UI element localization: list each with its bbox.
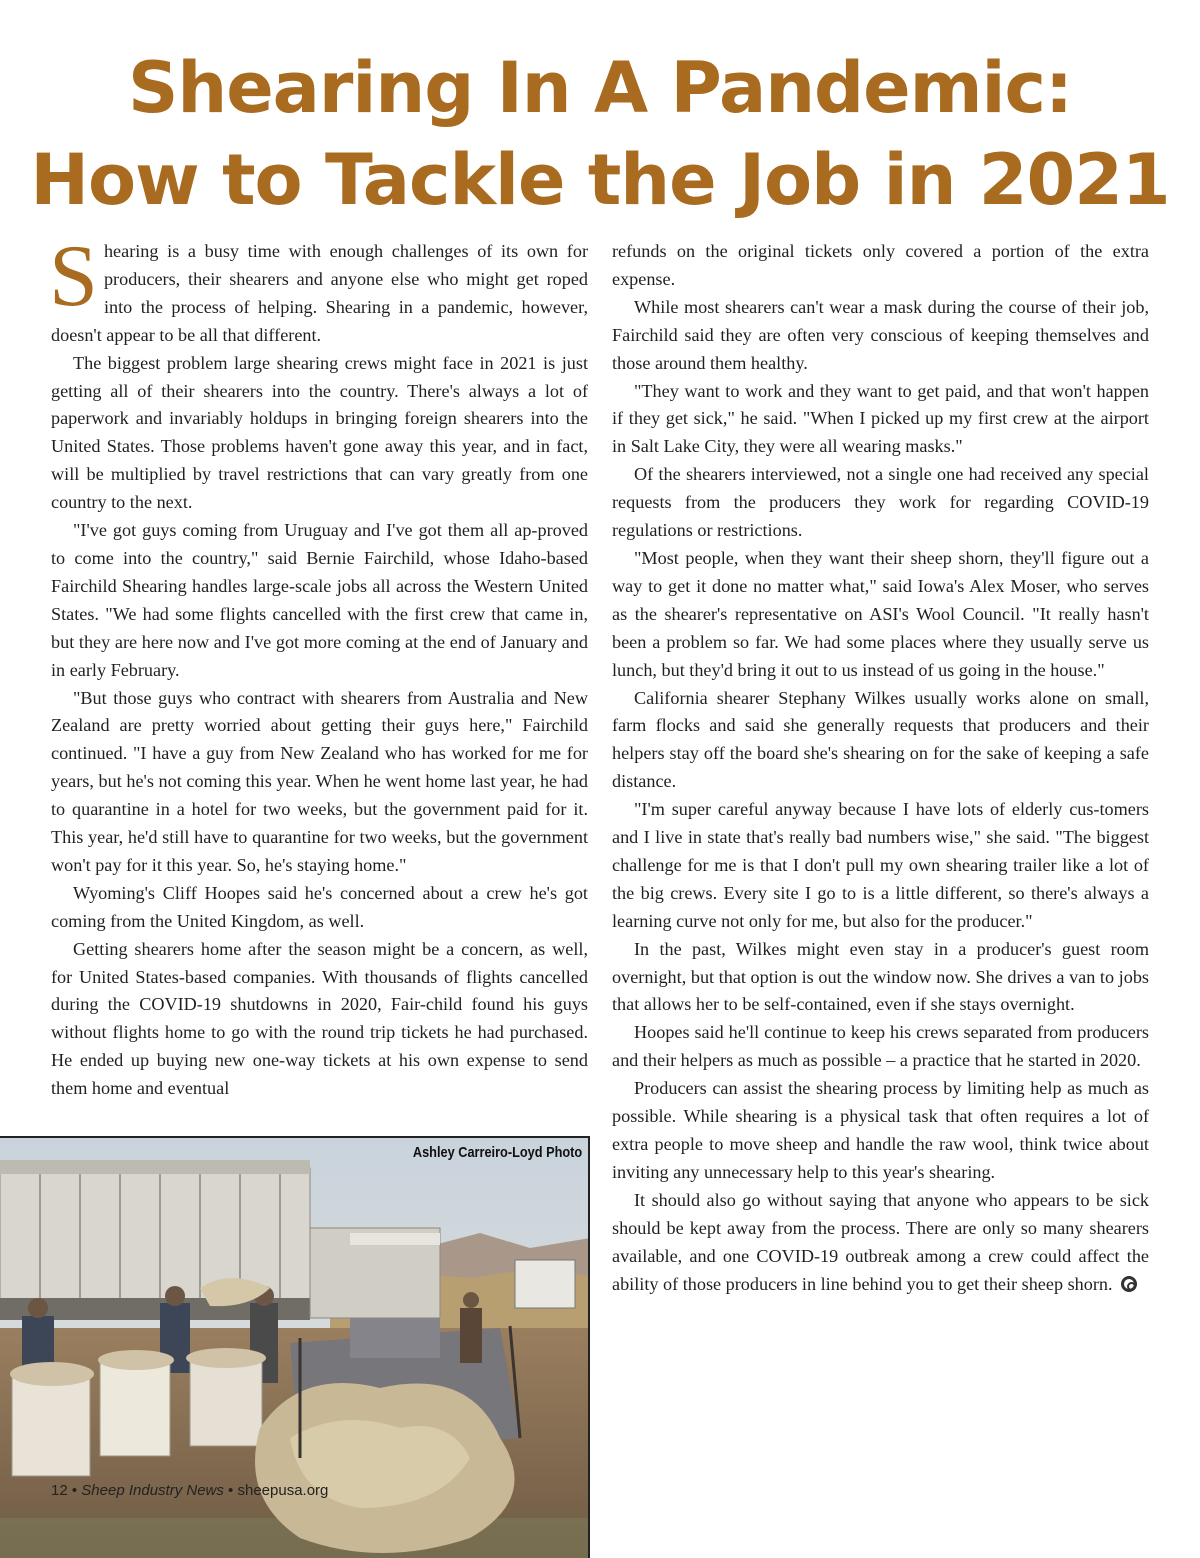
paragraph: Getting shearers home after the season might be a concern, as well, for United States-based companies. With thousands of flights cancelled during the COVID-19 shutdowns in 2020, Fair-child found his guys without flights home to go with the round trip tickets he had purchased. He ended up buying new one-way tickets at his own expense to send them home and eventual (51, 938, 588, 1099)
title-line-1: Shearing In A Pandemic: (127, 47, 1073, 129)
paragraph (612, 1187, 1149, 1299)
footer-separator: • (71, 1482, 78, 1499)
paragraph: California shearer Stephany Wilkes usually works alone on small, farm flocks and said she generally requests that producers and their helpers stay off the board she's shearing on for the sake of keeping a safe distance. (612, 687, 1149, 792)
paragraph: "I've got guys coming from Uruguay and I've got them all ap-proved to come into the country," said Bernie Fairchild, whose Idaho-based Fairchild Shearing handles large-scale jobs all across the Western United States. "We had some flights cancelled with the first crew that came in, but they are here now and I've got more coming at the end of January and in early February. (51, 520, 588, 680)
paragraph: Of the shearers interviewed, not a single one had received any special requests from the producers they work for regarding COVID-19 regulations or restrictions. (612, 464, 1149, 541)
page-number: 12 (51, 1482, 68, 1499)
paragraph: The biggest problem large shearing crews might face in 2021 is just getting all of their shearers into the country. There's always a lot of paperwork and invariably holdups in bringing foreign shearers into the United States. Those problems haven't gone away this year, and in fact, will be multiplied by travel restrictions that can vary greatly from one country to the next. (51, 352, 588, 513)
paragraph: Hoopes said he'll continue to keep his crews separated from producers and their helpers as much as possible – a practice that he started in 2020. (612, 1022, 1149, 1071)
title-line-2: How to Tackle the Job in 2021 (30, 139, 1170, 221)
paragraph-text: hearing is a busy time with enough challenges of its own for producers, their shearers and anyone else who might get roped into the process of helping. Shearing in a pandemic, however, doesn't appear to be all that different. (51, 241, 588, 345)
paragraph: refunds on the original tickets only covered a portion of the extra expense. (612, 241, 1149, 289)
paragraph (49, 228, 588, 350)
paragraph: "I'm super careful anyway because I have lots of elderly cus-tomers and I live in state that's really bad numbers wise," she said. "The biggest challenge for me is that I don't pull my own shearing trailer like a lot of the big crews. Every site I go to is a little different, so there's always a learning curve not only for me, but also for the producer." (612, 799, 1149, 931)
paragraph: "They want to work and they want to get paid, and that won't happen if they get sick," he said. "When I picked up my first crew at the airport in Salt Lake City, they were all wearing masks." (612, 380, 1149, 457)
paragraph: "But those guys who contract with shearers from Australia and New Zealand are pretty worried about getting their guys here," Fairchild continued. "I have a guy from New Zealand who has worked for me for years, but he's not coming this year. When he went home last year, he had to quarantine in a hotel for two weeks, but the government paid for it. This year, he'd still have to quarantine for two weeks, but the government won't pay for it this year. So, he's staying home." (51, 687, 588, 875)
right-column (612, 238, 1149, 1298)
article-title (0, 42, 1200, 226)
paragraph: "Most people, when they want their sheep shorn, they'll figure out a way to get it done no matter what," said Iowa's Alex Moser, who serves as the shearer's representative on ASI's Wool Council. "It really hasn't been a problem so far. We had some places where they usually serve us lunch, but they'd bring it out to us instead of us going in the house." (612, 547, 1149, 680)
publication-name: Sheep Industry News (81, 1482, 224, 1499)
website-link[interactable]: sheepusa.org (237, 1482, 329, 1499)
paragraph: Producers can assist the shearing process by limiting help as much as possible. While shearing is a physical task that often requires a lot of extra people to move sheep and handle the raw wool, think twice about inviting any unnecessary help to this year's shearing. (612, 1078, 1149, 1182)
paragraph: While most shearers can't wear a mask during the course of their job, Fairchild said they are often very conscious of keeping themselves and those around them healthy. (612, 296, 1149, 373)
paragraph: Wyoming's Cliff Hoopes said he's concerned about a crew he's got coming from the United Kingdom, as well. (51, 882, 588, 931)
left-column (49, 228, 588, 1103)
paragraph-text: It should also go without saying that anyone who appears to be sick should be kept away from the process. There are only so many shearers available, and one COVID-19 outbreak among a crew could affect the ability of those producers in line behind you to get their sheep shorn. (612, 1189, 1149, 1294)
drop-cap: S (49, 228, 98, 325)
paragraph: In the past, Wilkes might even stay in a producer's guest room overnight, but that option is out the window now. She drives a van to jobs that allows her to be self-contained, even if she stays overnight. (612, 938, 1149, 1015)
footer-separator: • (228, 1482, 234, 1499)
page-footer (51, 1482, 328, 1499)
photo-credit: Ashley Carreiro-Loyd Photo (412, 1144, 582, 1161)
end-of-article-icon (1121, 1276, 1137, 1292)
